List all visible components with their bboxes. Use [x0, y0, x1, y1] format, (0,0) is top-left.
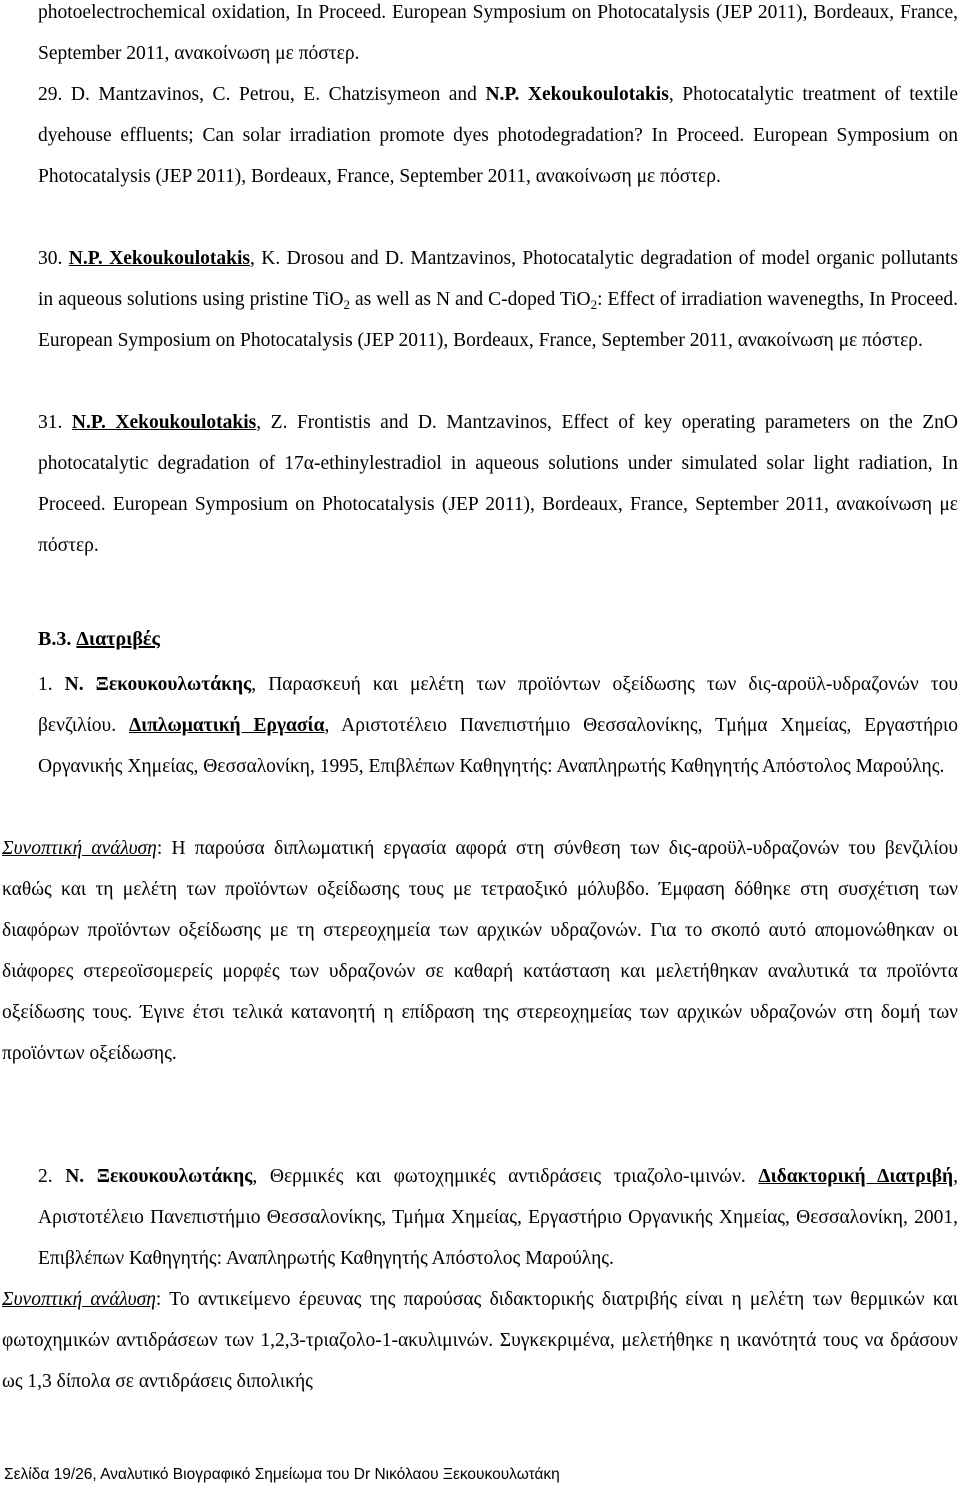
thesis-title: , Θερμικές και φωτοχημικές αντιδράσεις τριαζολο-ιμινών.	[252, 1166, 746, 1187]
section-heading	[38, 628, 160, 651]
reference-31	[38, 402, 958, 566]
reference-text: , Photocatalytic treatment of textile dyehouse effluents; Can solar irradiation promote dyes photodegradation? In Proceed. European Symposium on Photocatalysis (JEP 2011), Bordeaux, France, September 2011, ανακοίνωση με πόστερ.	[38, 84, 958, 187]
reference-author-highlight: N.P. Xekoukoulotakis	[485, 84, 669, 105]
reference-text: as well as N and C-doped TiO	[350, 289, 591, 310]
summary-text: : Το αντικείμενο έρευνας της παρούσας διδακτορικής διατριβής είναι η μελέτη των θερμικών και φωτοχημικών αντιδράσεων των 1,2,3-τριαζολο-1-ακυλιμινών. Συγκεκριμένα, μελετήθηκε η ικανότητά τους να δράσουν ως 1,3 δίπολα σε αντιδράσεις διπολικής	[2, 1289, 959, 1392]
reference-29	[38, 74, 958, 197]
section-title: Διατριβές	[76, 628, 160, 650]
thesis-1	[38, 664, 958, 787]
reference-text: : Effect of irradiation wavenegths, In Proceed. European Symposium on Photocatalysis (JEP 2011), Bordeaux, France, September 2011, ανακοίνωση με πόστερ.	[38, 289, 959, 351]
summary-label: Συνοπτική ανάλυση	[2, 1289, 156, 1310]
thesis-2-summary	[2, 1279, 958, 1402]
thesis-number: 2.	[38, 1166, 53, 1187]
thesis-type: Διπλωματική Εργασία	[128, 715, 325, 736]
reference-text: photoelectrochemical oxidation, In Proceed. European Symposium on Photocatalysis (JEP 2011), Bordeaux, France, September 2011, ανακοίνωση με πόστερ.	[38, 2, 958, 64]
section-number: B.3.	[38, 628, 72, 650]
reference-30	[38, 238, 958, 361]
summary-label: Συνοπτική ανάλυση	[2, 838, 157, 859]
thesis-2	[38, 1156, 958, 1279]
reference-author-highlight: N.P. Xekoukoulotakis	[68, 248, 251, 269]
reference-number: 30.	[38, 248, 63, 269]
thesis-author: Ν. Ξεκουκουλωτάκης	[64, 674, 252, 695]
reference-text: , Z. Frontistis and D. Mantzavinos, Effect of key operating parameters on the ZnO photocatalytic degradation of 17α-ethinylestradiol in aqueous solutions under simulated solar light radiation, In Proceed. European Symposium on Photocatalysis (JEP 2011), Bordeaux, France, September 2011, ανακοίνωση με πόστερ.	[38, 412, 958, 556]
reference-28-tail	[38, 0, 958, 74]
thesis-type: Διδακτορική Διατριβή	[758, 1166, 954, 1187]
thesis-details: , Αριστοτέλειο Πανεπιστήμιο Θεσσαλονίκης, Τμήμα Χημείας, Εργαστήριο Οργανικής Χημείας, Θεσσαλονίκη, 2001, Επιβλέπων Καθηγητής: Αναπληρωτής Καθηγητής Απόστολος Μαρούλης.	[38, 1166, 958, 1269]
thesis-number: 1.	[38, 674, 53, 695]
reference-text: , K. Drosou and D. Mantzavinos, Photocatalytic degradation of model organic pollutants in aqueous solutions using pristine TiO	[38, 248, 958, 310]
subscript: 2	[343, 297, 350, 312]
thesis-details: , Αριστοτέλειο Πανεπιστήμιο Θεσσαλονίκης, Τμήμα Χημείας, Εργαστήριο Οργανικής Χημείας, Θεσσαλονίκη, 1995, Επιβλέπων Καθηγητής: Αναπληρωτής Καθηγητής Απόστολος Μαρούλης.	[38, 715, 958, 777]
subscript: 2	[590, 297, 598, 312]
thesis-1-summary	[2, 828, 958, 1074]
thesis-title: , Παρασκευή και μελέτη των προϊόντων οξείδωσης των δις-αροϋλ-υδραζονών του βενζιλίου.	[38, 674, 958, 736]
reference-number: 31.	[38, 412, 63, 433]
reference-author-highlight: N.P. Xekoukoulotakis	[71, 412, 257, 433]
thesis-author: Ν. Ξεκουκουλωτάκης	[65, 1166, 253, 1187]
page-footer: Σελίδα 19/26, Αναλυτικό Βιογραφικό Σημείωμα του Dr Νικόλαου Ξεκουκουλωτάκη	[4, 1466, 560, 1483]
reference-authors: D. Mantzavinos, C. Petrou, E. Chatzisymeon and	[70, 84, 477, 105]
reference-number: 29.	[38, 84, 63, 105]
summary-text: : Η παρούσα διπλωματική εργασία αφορά στη σύνθεση των δις-αροϋλ-υδραζονών του βενζιλίου καθώς και τη μελέτη των προϊόντων οξείδωσης τους με τετραοξικό μόλυβδο. Έμφαση δόθηκε στη συσχέτιση των διαφόρων προϊόντων οξείδωσης με τη στερεοχημεία των αρχικών υδραζονών. Για το σκοπό αυτό απομονώθηκαν οι διάφορες στερεοϊσομερείς μορφές των υδραζονών σε καθαρή κατάσταση και μελετήθηκαν αναλυτικά τα προϊόντα οξείδωσης τους. Έγινε έτσι τελικά κατανοητή η επίδραση της στερεοχημείας των αρχικών υδραζονών στη δομή των προϊόντων οξείδωσης.	[2, 838, 958, 1064]
